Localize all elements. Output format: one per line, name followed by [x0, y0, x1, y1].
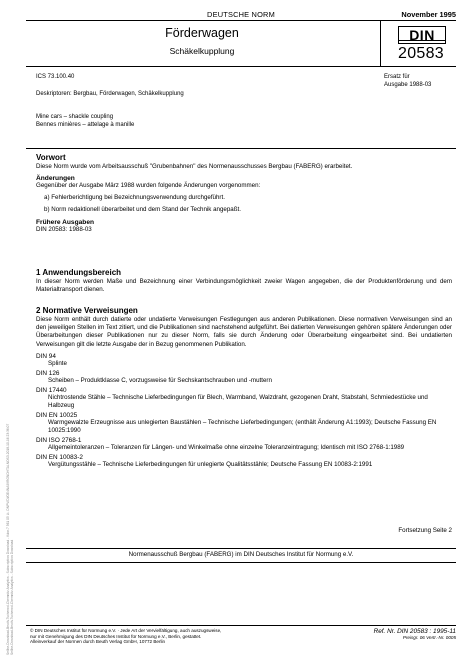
- footer-rule: [26, 625, 456, 626]
- reference-code: DIN 17440: [36, 386, 67, 394]
- change-b: b) Norm redaktionell überarbeitet und dem Stand der Technik angepaßt.: [44, 205, 241, 213]
- reference-number: Ref. Nr. DIN 20583 : 1995-11: [373, 628, 456, 635]
- french-title: Bennes minières – attelage à manille: [36, 122, 135, 128]
- reference-item: [36, 353, 452, 368]
- replaces-label: Ersatz für: [384, 74, 410, 80]
- reference-code: DIN 94: [36, 352, 56, 360]
- reference-title: Vergütungsstähle – Technische Lieferbedingungen für unlegierte Qualitätsstähle; Deutsche Fassung EN 10083-2:1991: [48, 460, 373, 468]
- descriptors: Deskriptoren: Bergbau, Förderwagen, Schäkelkupplung: [36, 91, 184, 97]
- reference-list: [36, 353, 452, 469]
- din-logo-text: DIN: [409, 27, 435, 43]
- earlier-editions-text: DIN 20583: 1988-03: [36, 225, 92, 233]
- section-2-title: 2 Normative Verweisungen: [36, 306, 138, 315]
- title-rule: [26, 66, 456, 67]
- earlier-editions-title: Frühere Ausgaben: [36, 218, 95, 226]
- replaces-block: [384, 73, 456, 89]
- title-block: [26, 20, 378, 65]
- reference-title: Scheiben – Produktklasse C, vorzugsweise für Sechskantschrauben und -muttern: [48, 376, 272, 384]
- changes-title: Änderungen: [36, 175, 75, 183]
- norm-type: DEUTSCHE NORM: [207, 10, 275, 19]
- changes-intro: Gegenüber der Ausgabe März 1988 wurden folgende Änderungen vorgenommen:: [36, 182, 261, 190]
- din-logo: [398, 26, 446, 44]
- download-watermark: [0, 0, 13, 660]
- committee-rule-top: [26, 548, 456, 549]
- document-subtitle: Schäkelkupplung: [169, 46, 235, 56]
- section-1-text: In dieser Norm werden Maße und Bezeichnung einer Verbindungsmöglichkeit zweier Wagen angegeben, die der Produktenförderung und dem Materialtransport dienen.: [36, 278, 452, 294]
- reference-code: DIN ISO 2768-1: [36, 436, 82, 444]
- reference-title: Splinte: [48, 359, 67, 367]
- section-2-text: Diese Norm enthält durch datierte oder undatierte Verweisungen Festlegungen aus anderen Publikationen. Diese normativen Verweisungen sind an den jeweiligen Stellen im Text zitiert, und die Publikationen sind nachstehend aufgeführt. Bei datierten Verweisungen gehören spätere Änderungen oder Überarbeitungen dieser Publikationen nur zu dieser Norm, falls sie durch Änderung oder Überarbeitung eingearbeitet sind. Bei undatierten Verweisungen gilt die letzte Ausgabe der in Bezug genommenen Publikation.: [36, 316, 452, 348]
- document-title: Förderwagen: [165, 26, 239, 40]
- reference-title: Allgemeintoleranzen – Toleranzen für Längen- und Winkelmaße ohne einzelne Toleranzeintragung; Identisch mit ISO 2768-1:1989: [48, 443, 405, 451]
- reference-item: [36, 412, 452, 435]
- watermark-line-2: Sellhe-Download-Beuth-Tschernol-Chemnitz Analytics - Subscription Download: [9, 539, 14, 655]
- section-1: [36, 268, 452, 294]
- copyright-line-1: © DIN Deutsches Institut für Normung e.V. · Jede Art der Vervielfältigung, auch auszugsweise,: [30, 628, 222, 633]
- reference-code: DIN EN 10025: [36, 411, 78, 419]
- change-a: a) Fehlerberichtigung bei Bezeichnungsverwendung durchgeführt.: [44, 194, 225, 202]
- reference-title: Warmgewalzte Erzeugnisse aus unlegierten Baustählen – Technische Lieferbedingungen; (enthält Änderung A1:1993); Deutsche Fassung EN 10025:1990: [48, 418, 437, 434]
- reference-item: [36, 454, 452, 469]
- section-2: [36, 306, 452, 471]
- replaces-edition: Ausgabe 1988-03: [384, 82, 432, 88]
- title-divider: [380, 20, 381, 66]
- english-title: Mine cars – shackle coupling: [36, 114, 114, 120]
- foreword-section: [36, 153, 452, 234]
- reference-code: DIN 126: [36, 369, 60, 377]
- issue-date: November 1995: [401, 10, 456, 19]
- section-1-title: 1 Anwendungsbereich: [36, 268, 122, 277]
- committee-line: Normenausschuß Bergbau (FABERG) im DIN Deutsches Institut für Normung e.V.: [128, 551, 354, 558]
- meta-rule: [26, 148, 456, 149]
- continuation-note: Fortsetzung Seite 2: [398, 527, 452, 534]
- foreword-text: Diese Norm wurde vom Arbeitsausschuß "Grubenbahnen" des Normenausschusses Bergbau (FABERG) erarbeitet.: [36, 163, 353, 170]
- reference-code: DIN EN 10083-2: [36, 453, 83, 461]
- reference-title: Nichtrostende Stähle – Technische Lieferbedingungen für Blech, Warmband, Walzdraht, gezogenen Draht, Stabstahl, Schmiedestücke und Halbzeug: [48, 393, 428, 409]
- committee-rule-bottom: [26, 562, 456, 563]
- header-bar: [26, 10, 456, 20]
- reference-item: [36, 437, 452, 452]
- copyright-line-2: nur mit Genehmigung des DIN Deutsches Institut für Normung e.V., Berlin, gestattet.: [30, 633, 202, 639]
- copyright-notice: [30, 628, 330, 645]
- reference-number-block: [326, 628, 456, 641]
- reference-item: [36, 387, 452, 410]
- watermark-line-1: Sellhe-Download-Beuth-Tschernol-Chemnitz Analytics - Subscription Download - Kdnr.7 561 05 Lt. DNPV/Dl/OE4NA99RGNDHTALNOS3-2018-10-16 23:36:07: [6, 423, 10, 655]
- ics-code: ICS 73.100.40: [36, 74, 75, 80]
- document-page: [26, 0, 456, 660]
- foreword-title: Vorwort: [36, 153, 66, 162]
- din-logo-bar: [399, 40, 445, 41]
- reference-item: [36, 370, 452, 385]
- copyright-line-3: Alleinverkauf der Normen durch Beuth Verlag GmbH, 10772 Berlin: [30, 639, 166, 645]
- price-group: Preisgr. 06 Vertr.-Nr. 0005: [402, 635, 456, 640]
- standard-number: 20583: [398, 45, 444, 62]
